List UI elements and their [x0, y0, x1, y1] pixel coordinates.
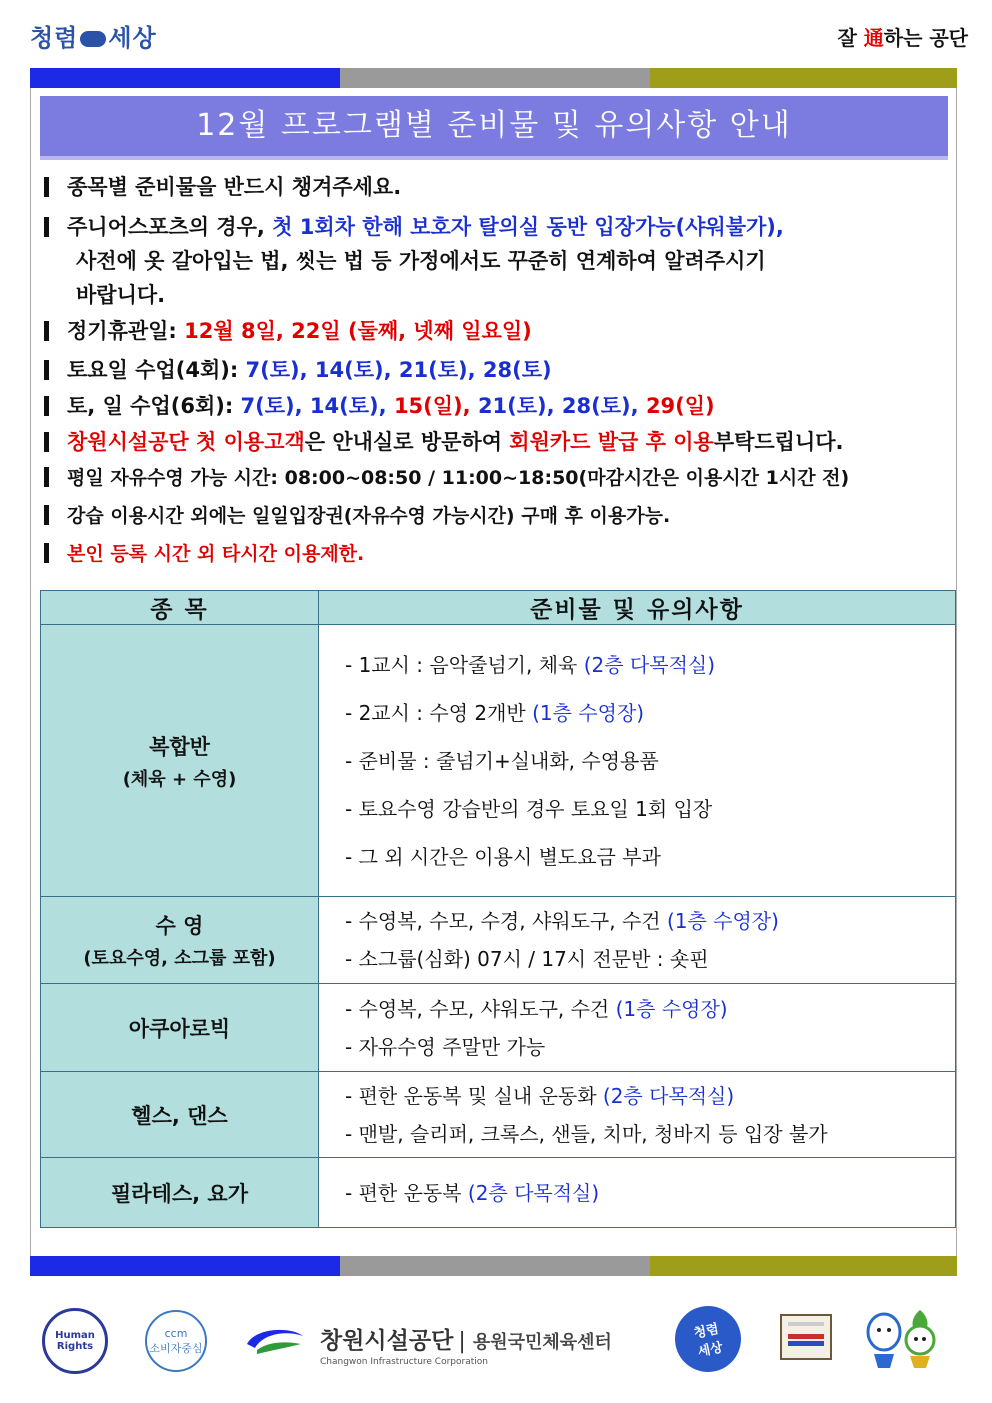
corporation-brand: 창원시설공단 | 용원국민체육센터 Changwon Infrastructure Corporation	[320, 1328, 612, 1367]
list-item: - 자유수영 주말만 가능	[345, 1034, 546, 1059]
certificate-icon	[780, 1314, 832, 1360]
list-item: - 수영복, 수모, 수경, 샤워도구, 수건 (1층 수영장)	[345, 909, 779, 933]
human-rights-logo: Human Rights	[42, 1308, 108, 1374]
note-item: 본인 등록 시간 외 타시간 이용제한.	[44, 537, 364, 571]
table-row	[41, 1158, 956, 1228]
category-cell: 아쿠아로빅	[41, 984, 319, 1072]
bottom-color-bar	[30, 1256, 957, 1276]
table-row	[41, 984, 956, 1072]
category-cell: 수 영 (토요수영, 소그룹 포함)	[41, 897, 319, 984]
note-item: 평일 자유수영 가능 시간: 08:00~08:50 / 11:00~18:50(마감시간은 이용시간 1시간 전)	[44, 461, 849, 495]
note-continuation: 사전에 옷 갈아입는 법, 씻는 법 등 가정에서도 꾸준히 연계하여 알려주시기	[76, 249, 766, 273]
items-cell	[319, 625, 956, 897]
program-table	[40, 590, 956, 1228]
list-item: - 그 외 시간은 이용시 별도요금 부과	[345, 844, 661, 869]
mascot-icon	[862, 1306, 942, 1372]
table-row	[41, 1072, 956, 1158]
note-item: 토요일 수업(4회): 7(토), 14(토), 21(토), 28(토)	[44, 353, 552, 387]
note-item: 정기휴관일: 12월 8일, 22일 (둘째, 넷째 일요일)	[44, 314, 532, 348]
top-color-bar	[30, 68, 957, 88]
list-item: - 맨발, 슬리퍼, 크록스, 샌들, 치마, 청바지 등 입장 불가	[345, 1121, 828, 1146]
category-cell: 필라테스, 요가	[41, 1158, 319, 1228]
note-item: 토, 일 수업(6회): 7(토), 14(토), 15(일), 21(토), 28(토), 29(일)	[44, 389, 715, 423]
integrity-world-badge: 청렴 세상	[669, 1300, 747, 1378]
items-cell	[319, 984, 956, 1072]
list-item: - 편한 운동복 (2층 다목적실)	[345, 1180, 600, 1205]
list-item: - 편한 운동복 및 실내 운동화 (2층 다목적실)	[345, 1083, 735, 1108]
slogan: 잘 通하는 공단	[837, 26, 968, 50]
note-continuation: 바랍니다.	[76, 283, 166, 307]
list-item: - 2교시 : 수영 2개반 (1층 수영장)	[345, 700, 645, 725]
category-cell: 헬스, 댄스	[41, 1072, 319, 1158]
page-title: 12월 프로그램별 준비물 및 유의사항 안내	[40, 96, 948, 160]
footer-logos	[30, 1300, 960, 1380]
swoosh-icon	[245, 1326, 305, 1356]
table-row	[41, 625, 956, 897]
note-item: 창원시설공단 첫 이용고객은 안내실로 방문하여 회원카드 발급 후 이용부탁드립니다.	[44, 425, 844, 459]
note-item: 종목별 준비물을 반드시 챙겨주세요.	[44, 170, 401, 204]
note-item: 주니어스포츠의 경우, 첫 1회차 한해 보호자 탈의실 동반 입장가능(샤워불가),	[44, 210, 784, 244]
table-row	[41, 897, 956, 984]
header-items: 준비물 및 유의사항	[319, 591, 956, 625]
ccm-logo: ccm 소비자중심	[145, 1310, 207, 1372]
items-cell	[319, 1158, 956, 1228]
items-cell	[319, 1072, 956, 1158]
list-item: - 준비물 : 줄넘기+실내화, 수영용품	[345, 748, 659, 773]
note-item: 강습 이용시간 외에는 일일입장권(자유수영 가능시간) 구매 후 이용가능.	[44, 499, 670, 533]
header-category: 종 목	[41, 591, 319, 625]
integrity-world-logo: 청렴 세상	[30, 24, 157, 52]
list-item: - 수영복, 수모, 샤워도구, 수건 (1층 수영장)	[345, 996, 728, 1021]
items-cell	[319, 897, 956, 984]
list-item: - 토요수영 강습반의 경우 토요일 1회 입장	[345, 796, 713, 821]
list-item: - 1교시 : 음악줄넘기, 체육 (2층 다목적실)	[345, 652, 716, 677]
table-header-row	[41, 591, 956, 625]
category-cell: 복합반 (체육 + 수영)	[41, 625, 319, 897]
list-item: - 소그룹(심화) 07시 / 17시 전문반 : 숏핀	[345, 947, 709, 971]
